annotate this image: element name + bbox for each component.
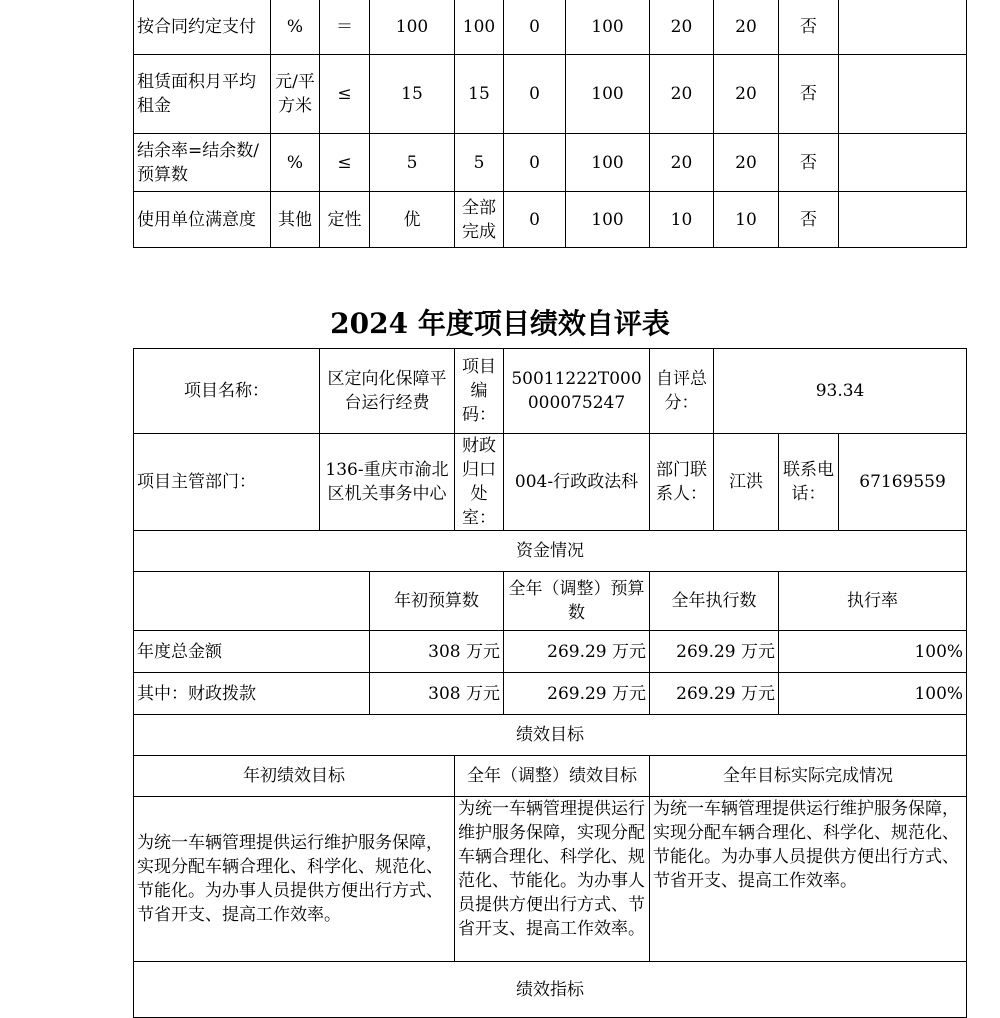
is-flagged: 否 <box>779 134 839 192</box>
funds-initial-budget: 308 万元 <box>370 631 504 673</box>
project-name-value: 区定向化保障平台运行经费 <box>320 349 455 434</box>
remark <box>839 192 967 248</box>
funds-section-title: 资金情况 <box>134 531 967 572</box>
goals-text-row <box>134 797 967 962</box>
funds-adjusted-budget: 269.29 万元 <box>504 631 650 673</box>
weight: 20 <box>650 55 714 134</box>
funds-header-executed: 全年执行数 <box>650 572 779 631</box>
funds-row-fiscal <box>134 673 967 715</box>
project-code-label: 项目编码： <box>455 349 504 434</box>
actual-value: 15 <box>455 55 504 134</box>
score: 20 <box>714 0 779 55</box>
funds-header-row <box>134 572 967 631</box>
page-title: 2024 年度项目绩效自评表 <box>330 307 670 340</box>
indicator-name: 租赁面积月平均租金 <box>134 55 271 134</box>
remark <box>839 0 967 55</box>
funds-row-total <box>134 631 967 673</box>
self-score-value: 93.34 <box>714 349 967 434</box>
info-row-department <box>134 434 967 531</box>
goal-text-adjusted: 为统一车辆管理提供运行维护服务保障，实现分配车辆合理化、科学化、规范化、节能化。为办事人员提供方便出行方式、节省开支、提高工作效率。 <box>455 797 650 962</box>
operator: ＝ <box>320 0 370 55</box>
weight: 10 <box>650 192 714 248</box>
weight: 20 <box>650 0 714 55</box>
actual-value: 5 <box>455 134 504 192</box>
indicator-table-continuation <box>133 0 967 248</box>
indicator-name: 使用单位满意度 <box>134 192 271 248</box>
info-row-project <box>134 349 967 434</box>
remark <box>839 134 967 192</box>
project-code-value: 50011222T000000075247 <box>504 349 650 434</box>
goals-header-row <box>134 756 967 797</box>
deviation: 0 <box>504 192 566 248</box>
actual-value: 全部完成 <box>455 192 504 248</box>
target-value: 优 <box>370 192 455 248</box>
project-name-label: 项目名称： <box>134 349 320 434</box>
phone-label: 联系电话： <box>779 434 839 531</box>
contact-value: 江洪 <box>714 434 779 531</box>
indicator-row <box>134 134 967 192</box>
score: 10 <box>714 192 779 248</box>
goals-header-adjusted: 全年（调整）绩效目标 <box>455 756 650 797</box>
indicator-row <box>134 192 967 248</box>
goals-header-actual: 全年目标实际完成情况 <box>650 756 967 797</box>
completion-rate: 100 <box>566 0 650 55</box>
indicator-name: 结余率=结余数/预算数 <box>134 134 271 192</box>
deviation: 0 <box>504 134 566 192</box>
goals-section-row <box>134 715 967 756</box>
is-flagged: 否 <box>779 55 839 134</box>
goal-text-actual: 为统一车辆管理提供运行维护服务保障，实现分配车辆合理化、科学化、规范化、节能化。为办事人员提供方便出行方式、节省开支、提高工作效率。 <box>650 797 967 962</box>
target-value: 15 <box>370 55 455 134</box>
goal-text-initial: 为统一车辆管理提供运行维护服务保障，实现分配车辆合理化、科学化、规范化、节能化。为办事人员提供方便出行方式、节省开支、提高工作效率。 <box>134 797 455 962</box>
deviation: 0 <box>504 0 566 55</box>
goals-section-title: 绩效目标 <box>134 715 967 756</box>
deviation: 0 <box>504 55 566 134</box>
indicators-section-row <box>134 962 967 1018</box>
contact-label: 部门联系人： <box>650 434 714 531</box>
score: 20 <box>714 134 779 192</box>
dept-value: 136-重庆市渝北区机关事务中心 <box>320 434 455 531</box>
funds-header-initial-budget: 年初预算数 <box>370 572 504 631</box>
completion-rate: 100 <box>566 55 650 134</box>
remark <box>839 55 967 134</box>
indicator-row <box>134 55 967 134</box>
goals-header-initial: 年初绩效目标 <box>134 756 455 797</box>
indicators-section-title: 绩效指标 <box>134 962 967 1018</box>
unit: % <box>271 0 320 55</box>
actual-value: 100 <box>455 0 504 55</box>
funds-initial-budget: 308 万元 <box>370 673 504 715</box>
unit: 元/平方米 <box>271 55 320 134</box>
self-evaluation-table <box>133 348 967 1018</box>
operator: 定性 <box>320 192 370 248</box>
score: 20 <box>714 55 779 134</box>
weight: 20 <box>650 134 714 192</box>
funds-header-blank <box>134 572 370 631</box>
operator: ≤ <box>320 55 370 134</box>
target-value: 5 <box>370 134 455 192</box>
unit: % <box>271 134 320 192</box>
phone-value: 67169559 <box>839 434 967 531</box>
funds-execution-rate: 100% <box>779 673 967 715</box>
funds-header-adjusted-budget: 全年（调整）预算数 <box>504 572 650 631</box>
finance-office-value: 004-行政政法科 <box>504 434 650 531</box>
indicator-name: 按合同约定支付 <box>134 0 271 55</box>
unit: 其他 <box>271 192 320 248</box>
operator: ≤ <box>320 134 370 192</box>
funds-executed: 269.29 万元 <box>650 673 779 715</box>
is-flagged: 否 <box>779 0 839 55</box>
funds-execution-rate: 100% <box>779 631 967 673</box>
funds-row-label: 年度总金额 <box>134 631 370 673</box>
funds-section-row <box>134 531 967 572</box>
funds-adjusted-budget: 269.29 万元 <box>504 673 650 715</box>
self-score-label: 自评总分： <box>650 349 714 434</box>
funds-executed: 269.29 万元 <box>650 631 779 673</box>
completion-rate: 100 <box>566 134 650 192</box>
dept-label: 项目主管部门： <box>134 434 320 531</box>
is-flagged: 否 <box>779 192 839 248</box>
finance-office-label: 财政归口处室： <box>455 434 504 531</box>
completion-rate: 100 <box>566 192 650 248</box>
target-value: 100 <box>370 0 455 55</box>
funds-header-execution-rate: 执行率 <box>779 572 967 631</box>
indicator-row <box>134 0 967 55</box>
funds-row-label: 其中：财政拨款 <box>134 673 370 715</box>
